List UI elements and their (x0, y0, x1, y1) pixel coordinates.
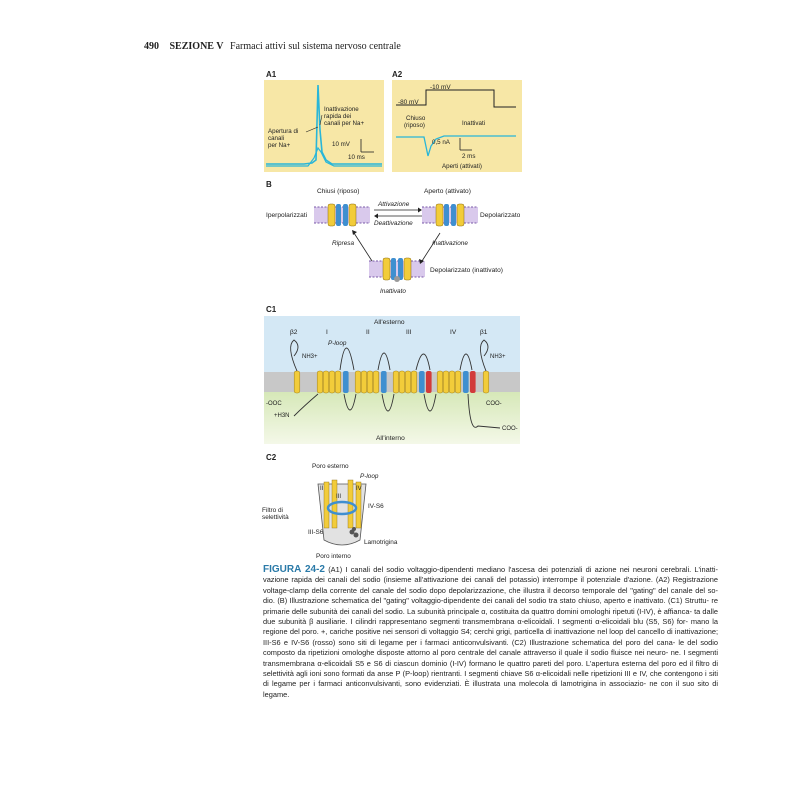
c2-iv-s6: IV-S6 (368, 503, 384, 510)
a1-scale-ms: 10 ms (348, 154, 365, 161)
a1-scale-mv: 10 mV (332, 141, 350, 148)
b-open-active: Aperto (attivato) (424, 188, 471, 195)
membrane-band (264, 372, 520, 392)
c1-beta1: β1 (480, 329, 488, 336)
c1-outside: All'esterno (374, 319, 405, 326)
c2-filter-line1: Filtro di (262, 507, 283, 514)
a1-opening-line1: Apertura di (268, 128, 299, 135)
c1-domain-4: IV (450, 329, 457, 336)
channel-closed-rest (314, 204, 370, 226)
caption-line-5: re primarie delle subunità dei canali del sodio. La subunità principale α, costituita da quattro domini omologhi ripetuti (I-IV), è affianca- (263, 596, 718, 616)
c1-h3n: +H3N (274, 413, 290, 419)
a2-scale-na: 0,5 nA (432, 139, 450, 146)
panel-c2-diagram (262, 458, 412, 560)
c1-domain-1: I (326, 329, 328, 336)
a2-v-bottom: -80 mV (398, 99, 419, 106)
b-closed-rest: Chiusi (riposo) (317, 188, 360, 195)
a2-closed-line1: Chiuso (406, 115, 426, 122)
panel-a2-chart (392, 80, 522, 172)
c2-filter-line2: selettività (262, 514, 289, 521)
c2-iii-s6: III-S6 (308, 529, 324, 536)
c2-pore-outer: Poro esterno (312, 463, 349, 470)
channel-inactivated (369, 258, 425, 282)
a2-v-top: -10 mV (430, 84, 451, 91)
c1-nh3-left: NH3+ (302, 354, 318, 360)
a1-opening-line3: per Na+ (268, 142, 291, 149)
caption-line-12: che contengono i siti di legame per i farmaci anticonvulsivanti, sono evidenziati. È illustrata una molecola di lamotrigina in associazio- (263, 669, 718, 689)
a1-inactivation-line2: rapida dei (324, 113, 352, 120)
c2-domain-3: III (336, 494, 342, 500)
page-number: 490 (144, 41, 159, 52)
caption-line-13: ne con il suo sito di legame. (263, 679, 718, 699)
figure-label: FIGURA 24-2 (263, 564, 325, 575)
c2-domain-2: II (320, 486, 324, 492)
caption-line-9: le del sodio composto da ripetizioni omologhe disposte attorno al poro centrale del canale attraverso il quale il sodio fluisce nei neuro- (263, 637, 718, 658)
b-activation: Attivazione (378, 201, 410, 208)
a1-inactivation-line3: canali per Na+ (324, 120, 365, 127)
caption-line-10: ne. I segmenti transmembrana α-elicoidali S5 e S6 di ciascun dominio (I-IV) formano le quattro pareti del poro. L'apertura esterna del (263, 648, 718, 668)
caption-line-8: inattivazione; III-S6 e IV-S6 (rosso) sono siti di legame per i farmaci anticonvulsivanti. (C2) Illustrazione schematica del poro del cana- (263, 627, 718, 647)
c1-domain-3: III (406, 329, 412, 336)
arrow-inactivation (422, 233, 440, 261)
c1-ooc: -OOC (266, 401, 282, 407)
section-title: Farmaci attivi sul sistema nervoso centrale (230, 41, 401, 52)
a2-open: Aperti (attivati) (442, 163, 482, 170)
figure-caption (263, 565, 718, 700)
panel-label-c1: C1 (266, 305, 277, 314)
a2-scale-ms: 2 ms (462, 153, 476, 160)
b-inactivated: Inattivato (380, 288, 406, 295)
page-header (144, 41, 401, 52)
a1-opening-line2: canali (268, 135, 285, 142)
arrow-recovery (354, 233, 372, 261)
panel-label-b: B (266, 180, 272, 189)
a2-inactivated: Inattivati (462, 120, 486, 127)
c1-beta2: β2 (290, 329, 298, 336)
b-hyperpolarized: Iperpolarizzati (266, 212, 308, 219)
section-label: SEZIONE V (169, 41, 224, 52)
caption-line-1: (A1) I canali del sodio voltaggio-dipendenti mediano l'ascesa dei potenziali di azione nei neuroni cerebrali. L'inatti- (328, 565, 718, 574)
panel-c1-diagram (264, 316, 520, 444)
c1-coo-right: COO- (486, 401, 502, 407)
caption-line-7: mano la regione del poro. +, cariche positive nei sensori di voltaggio S4; cerchi grigi, particella di inattivazione nel loop del cancello di (263, 617, 719, 637)
c1-inside: All'interno (376, 435, 405, 442)
a2-closed-line2: (riposo) (404, 122, 425, 129)
caption-line-3: voltage-clamp della corrente del canale del sodio dopo depolarizzazione, che illustra il decorso temporale del "gating" del canale del so- (263, 585, 718, 595)
c1-coo-bottom: COO- (502, 426, 518, 432)
panel-a1-chart (264, 80, 384, 172)
caption-line-6: ta dalle due subunità β ausiliarie. I cilindri rappresentano segmenti transmembrana α-elicoidali. I segmenti α-elicoidali blu (S5, S6) for- (263, 606, 718, 627)
caption-line-2: vazione rapida dei canali del sodio (insieme all'attivazione dei canali del potassio) interrompe il potenziale d'azione. (A2) Registrazione (263, 575, 718, 585)
b-deactivation: Deattivazione (374, 220, 413, 227)
a1-inactivation-line1: Inattivazione (324, 106, 359, 113)
panel-label-a1: A1 (266, 70, 277, 79)
c2-ploop: P-loop (360, 473, 379, 480)
b-recovery: Ripresa (332, 240, 355, 247)
caption-line-11: poro ed il filtro di selettività agli ioni sono formati da anse P (P-loop) rientranti. I segmenti chiave S6 α-elicoidali nelle ripetizioni III e IV, (263, 658, 718, 679)
c1-nh3-right: NH3+ (490, 354, 506, 360)
b-inactivation: Inattivazione (432, 240, 468, 247)
b-depolarized: Depolarizzato (480, 212, 521, 219)
channel-open-active (422, 204, 478, 226)
panel-b-diagram (262, 183, 532, 303)
panel-label-c2: C2 (266, 453, 277, 462)
caption-line-4: dio. (B) Illustrazione schematica del "gating" voltaggio-dipendente dei canali del sodio tra stato chiuso, aperto e inattivato. (C1) Struttu- (263, 596, 709, 606)
c1-ploop: P-loop (328, 340, 347, 347)
c2-pore-inner: Poro interno (316, 553, 351, 560)
c2-lamotrigine: Lamotrigina (364, 539, 398, 546)
panel-label-a2: A2 (392, 70, 403, 79)
c1-domain-2: II (366, 329, 370, 336)
b-depol-inactivated: Depolarizzato (inattivato) (430, 267, 503, 274)
c2-domain-4: IV (356, 486, 362, 492)
